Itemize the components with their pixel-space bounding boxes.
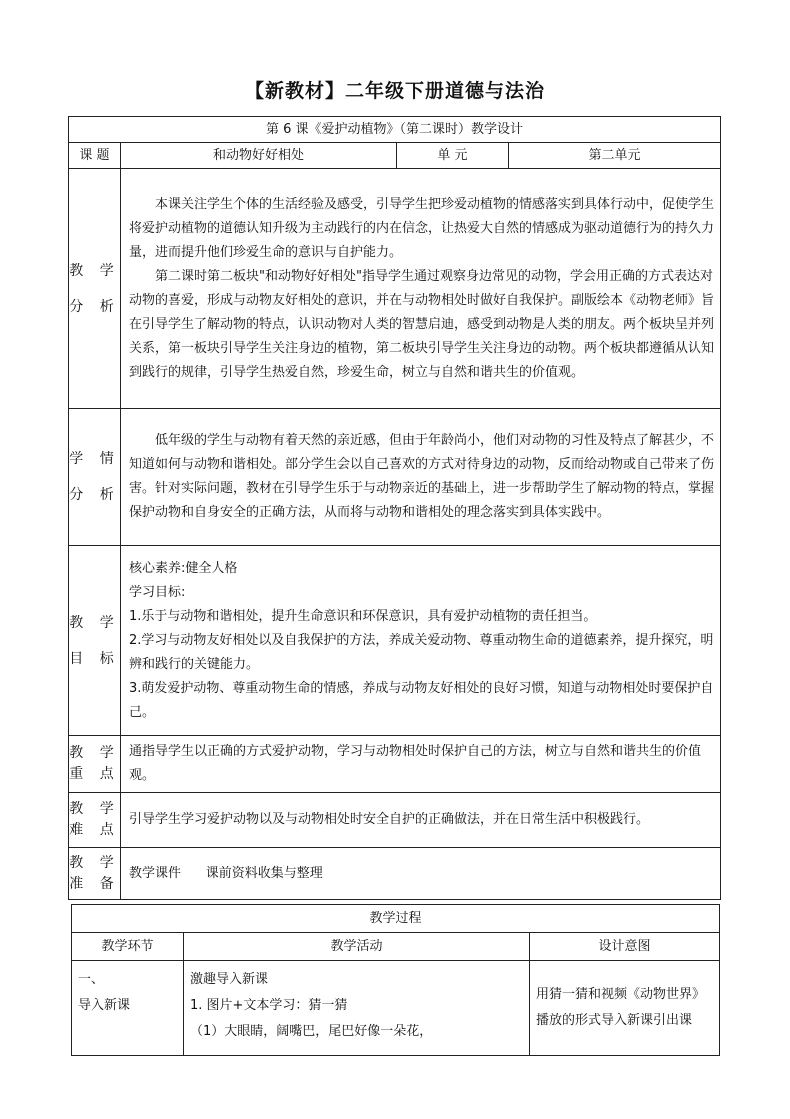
- teaching-process-table: [71, 904, 720, 1056]
- preparation-content: 教学课件 课前资料收集与整理: [121, 848, 721, 900]
- intent-cell: 用猜一猜和视频《动物世界》 播放的形式导入新课引出课: [530, 961, 720, 1056]
- topic-value: 和动物好好相处: [121, 143, 397, 169]
- unit-label: 单 元: [397, 143, 509, 169]
- learner-analysis-label: 学 情 分 析: [69, 409, 121, 546]
- teaching-goals-label: 教 学 目 标: [69, 546, 121, 736]
- learner-analysis-content: 低年级的学生与动物有着天然的亲近感，但由于年龄尚小，他们对动物的习性及特点了解甚少，不知道如何与动物和谐相处。部分学生会以自己喜欢的方式对待身边的动物，反而给动物或自己带来了伤害。针对实际问题，教材在引导学生乐于与动物亲近的基础上，进一步帮助学生了解动物的特点，掌握保护动物和自身安全的正确方法，从而将与动物和谐相处的理念落实到具体实践中。: [121, 409, 721, 546]
- key-points-label: 教 学 重 点: [69, 736, 121, 793]
- header-stage: 教学环节: [72, 933, 184, 961]
- analysis-paragraph: 本课关注学生个体的生活经验及感受，引导学生把珍爱动植物的情感落实到具体行动中，促使学生将爱护动植物的道德认知升级为主动践行的内在信念，让热爱大自然的情感成为驱动道德行为的持久力量，进而提升他们珍爱生命的意识与自护能力。: [129, 196, 715, 260]
- teaching-analysis-label: 教 学 分 析: [69, 169, 121, 409]
- goal-item: 1.乐于与动物和谐相处，提升生命意识和环保意识，具有爱护动植物的责任担当。: [129, 608, 597, 624]
- difficulties-content: 引导学生学习爱护动物以及与动物相处时安全自护的正确做法，并在日常生活中积极践行。: [121, 793, 721, 848]
- header-activity: 教学活动: [184, 933, 530, 961]
- stage-cell: 一、 导入新课: [72, 961, 184, 1056]
- document-title: 【新教材】二年级下册道德与法治: [244, 80, 545, 102]
- difficulties-label: 教 学 难 点: [69, 793, 121, 848]
- header-intent: 设计意图: [530, 933, 720, 961]
- lesson-design-table: [68, 116, 721, 900]
- unit-value: 第二单元: [509, 143, 721, 169]
- activity-cell: 激趣导入新课 1. 图片+文本学习：猜一猜 （1）大眼睛，阔嘴巴，尾巴好像一朵花，: [184, 961, 530, 1056]
- analysis-paragraph: 第二课时第二板块"和动物好好相处"指导学生通过观察身边常见的动物，学会用正确的方式表达对动物的喜爱，形成与动物友好相处的意识，并在与动物相处时做好自我保护。副版绘本《动物老师》旨在引导学生了解动物的特点，认识动物对人类的智慧启迪，感受到动物是人类的朋友。两个板块呈并列关系，第一板块引导学生关注身边的植物，第二板块引导学生关注身边的动物。两个板块都遵循从认知到践行的规律，引导学生热爱自然，珍爱生命，树立与自然和谐共生的价值观。: [129, 268, 715, 380]
- preparation-label: 教 学 准 备: [69, 848, 121, 900]
- goal-item: 3.萌发爱护动物、尊重动物生命的情感，养成与动物友好相处的良好习惯，知道与动物相处时要保护自己。: [129, 680, 714, 720]
- teaching-goals-content: [121, 546, 721, 736]
- lesson-title: 第 6 课《爱护动植物》（第二课时）教学设计: [69, 117, 721, 143]
- goal-item: 2.学习与动物友好相处以及自我保护的方法，养成关爱动物、尊重动物生命的道德素养，提升探究，明辨和践行的关键能力。: [129, 632, 714, 672]
- topic-label: 课 题: [69, 143, 121, 169]
- teaching-analysis-content: [121, 169, 721, 409]
- key-points-content: 通指导学生以正确的方式爱护动物，学习与动物相处时保护自己的方法，树立与自然和谐共生的价值观。: [121, 736, 721, 793]
- core-literacy: 核心素养:健全人格: [129, 560, 238, 576]
- goals-title: 学习目标:: [129, 584, 186, 600]
- process-title: 教学过程: [72, 905, 720, 933]
